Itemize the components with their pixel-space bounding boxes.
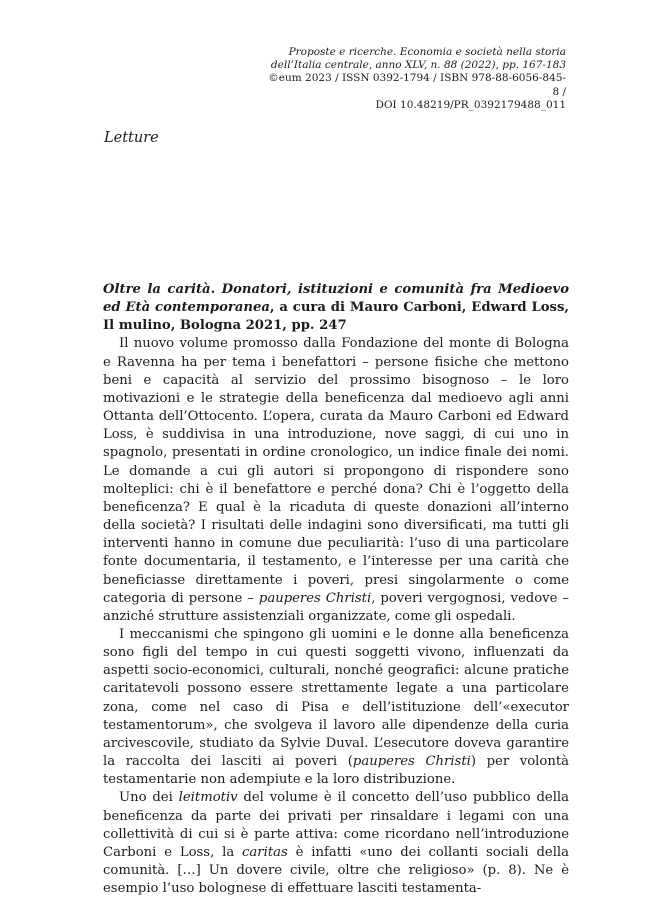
paragraph-2-text-a: I meccanismi che spingono gli uomini e le donne alla beneficenza sono figli del tempo in cui questi soggetti vivono, influenzati da aspetti socio-economici, culturali, nonché geografici: alcune pratiche caritatevoli possono essere strettamente legate a una particolare zona, come nel caso di Pisa e dell’istituzione dell’«executor testamentorum», che svolgeva il lavoro alle dipendenze della curia arcivescovile, studiato da Sylvie Duval. L’esecutore doveva garantire la raccolta dei lasciti ai poveri (: [103, 626, 569, 770]
paragraph-1-text-a: Il nuovo volume promosso dalla Fondazione del monte di Bologna e Ravenna ha per tema i benefattori – persone fisiche che mettono beni e capacità al servizio del prossimo bisognoso – le loro motivazioni e le strategie della beneficenza dal medioevo agli anni Ottanta dell’Ottocento. L’opera, curata da Mauro Carboni ed Edward Loss, è suddivisa in una introduzione, nove saggi, di cui uno in spagnolo, presentati in ordine cronologico, un indice finale dei nomi. Le domande a cui gli autori si propongono di rispondere sono molteplici: chi è il benefattore e perché dona? Chi è l’oggetto della beneficenza? E qual è la ricaduta di queste donazioni all’interno della società? I risultati delle indagini sono diversificati, ma tutti gli interventi hanno in comune due peculiarità: l’uso di una particolare fonte documentaria, il testamento, e l’interesse per una carità che beneficiasse direttamente i poveri, presi singolarmente o come categoria di persone –: [103, 336, 569, 606]
paragraph-3-italic-2: caritas: [242, 844, 288, 860]
journal-issn-isbn: ©eum 2023 / ISSN 0392-1794 / ISBN 978-88-6056-845-8 /: [268, 72, 566, 98]
section-label: Letture: [104, 130, 159, 146]
paragraph-2: [103, 626, 569, 789]
paragraph-2-italic: pauperes Christi: [352, 754, 471, 770]
paragraph-2-text-b: ) per volontà testamentarie non adempiute e la loro distribuzione.: [103, 754, 569, 788]
journal-issue: dell’Italia centrale, anno XLV, n. 88 (2022), pp. 167-183: [270, 59, 566, 72]
paragraph-3: [103, 789, 569, 898]
book-details: , a cura di Mauro Carboni, Edward Loss, Il mulino, Bologna 2021, pp. 247: [103, 300, 569, 334]
review-article: [103, 281, 569, 898]
paragraph-3-text-b: del volume è il concetto dell’uso pubblico della beneficenza da parte dei privati per rinsaldare i legami con una collettività di cui si è parte attiva: come ricordano nell’introduzione Carboni e Loss, la: [103, 790, 569, 860]
paragraph-3-italic-1: leitmotiv: [178, 790, 238, 806]
paragraph-1-text-b: , poveri vergognosi, vedove – anziché strutture assistenziali organizzate, come gli ospedali.: [103, 590, 569, 624]
paragraph-3-text-c: è infatti «uno dei collanti sociali della comunità. […] Un dovere civile, oltre che religioso» (p. 8). Ne è esempio l’uso bolognese di effettuare lasciti testamenta-: [103, 844, 569, 897]
paragraph-1: [103, 335, 569, 626]
journal-doi: DOI 10.48219/PR_0392179488_011: [375, 98, 566, 111]
book-title: Oltre la carità. Donatori, istituzioni e comunità fra Medioevo ed Età contemporanea: [103, 282, 569, 316]
paragraph-1-italic: pauperes Christi: [258, 590, 372, 606]
journal-name: Proposte e ricerche. Economia e società nella storia: [288, 46, 566, 58]
book-reference: [103, 281, 569, 335]
journal-header: [266, 46, 566, 112]
paragraph-3-text-a: Uno dei: [119, 790, 179, 806]
